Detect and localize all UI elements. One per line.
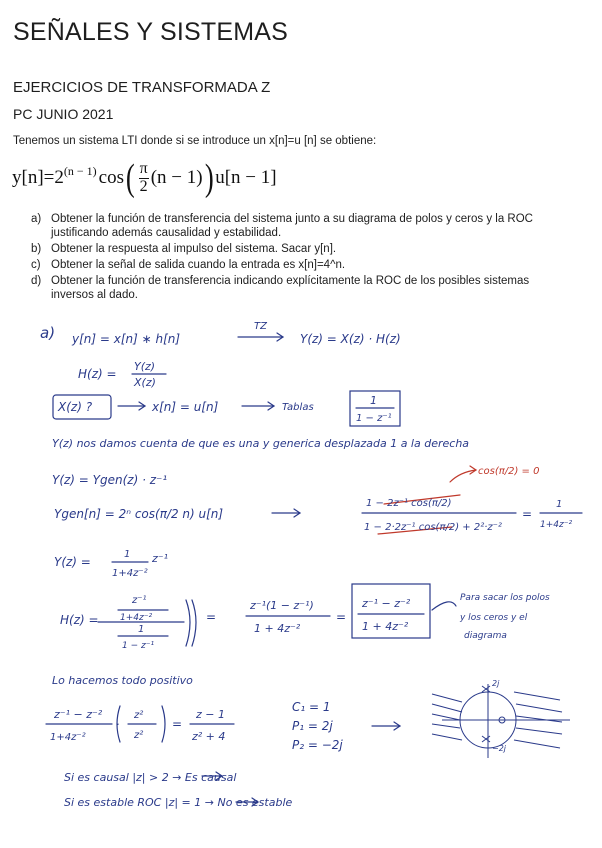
hw-tablas: Tablas	[282, 402, 314, 413]
hw-y-shift: Y(z) = Ygen(z) · z⁻¹	[52, 473, 168, 487]
question-letter: b)	[31, 243, 42, 255]
hw-ygen-num: 1 − 2z⁻¹ cos(π/2)	[366, 498, 452, 509]
formula-lhs: y[n]=2	[12, 167, 64, 188]
hw-positive: Lo hacemos todo positivo	[52, 674, 193, 687]
hw-side-note-1: Para sacar los polos	[460, 593, 550, 603]
hw-hz-lhs: H(z) =	[60, 613, 99, 627]
question-text: Obtener la función de transferencia indicando explícitamente la ROC de los posibles sistemas inversos al dado.	[51, 275, 530, 301]
hw-stable: Si es estable ROC |z| = 1 → No es estable	[64, 796, 293, 809]
hw-pole-p2: P₂ = −2j	[292, 738, 343, 752]
hw-h-den: X(z)	[134, 376, 156, 389]
hw-ygen-res-num: 1	[556, 499, 563, 510]
hw-pos-num: z⁻¹ − z⁻²	[54, 708, 103, 721]
question-text: Obtener la señal de salida cuando la entrada es x[n]=4^n.	[51, 259, 346, 271]
section-title: EJERCICIOS DE TRANSFORMADA Z	[13, 79, 271, 96]
hw-res-den: z² + 4	[192, 730, 226, 743]
hw-tz-label: TZ	[254, 321, 267, 332]
hw-ygen-den: 1 − 2·2z⁻¹ cos(π/2) + 2²·z⁻²	[364, 522, 502, 533]
hw-yz-num: 1	[124, 549, 131, 560]
hw-mul-den: z²	[134, 730, 144, 741]
hw-x-box: X(z) ?	[58, 400, 93, 414]
formula-cos: cos	[98, 167, 124, 188]
hw-res-num: z − 1	[196, 708, 225, 721]
hw-hz-mid-num: z⁻¹(1 − z⁻¹)	[250, 599, 314, 612]
hw-mul-num: z²	[134, 710, 144, 721]
hw-x-num: 1	[370, 394, 377, 407]
hw-part-a: a)	[40, 324, 56, 342]
hw-diagram-pole-top: 2j	[492, 679, 500, 688]
hw-hz-n1: z⁻¹	[132, 595, 147, 606]
hw-side-note-3: diagrama	[464, 631, 507, 641]
hw-zero-c1: C₁ = 1	[292, 700, 331, 714]
formula-tail: u[n − 1]	[215, 167, 277, 188]
question-text: Obtener la función de transferencia del sistema junto a su diagrama de polos y ceros y la ROC justificando además causalidad y estabilidad.	[51, 213, 533, 239]
hw-hz-n2: 1+4z⁻²	[120, 613, 153, 623]
hw-hz-box-den: 1 + 4z⁻²	[362, 620, 409, 633]
hw-hz-box-num: z⁻¹ − z⁻²	[362, 597, 411, 610]
question-letter: d)	[31, 275, 42, 287]
hw-yz-den: 1+4z⁻²	[112, 568, 148, 579]
left-paren: (	[125, 157, 135, 199]
hw-hz-d1: 1	[138, 624, 145, 635]
question-letter: a)	[31, 213, 42, 225]
hw-yz-tail: z⁻¹	[152, 552, 168, 565]
hw-ygen-res-den: 1+4z⁻²	[540, 520, 573, 530]
page-title: SEÑALES Y SISTEMAS	[13, 18, 289, 46]
pi-denominator: 2	[139, 177, 148, 195]
formula-argument: (n − 1)	[150, 167, 203, 188]
hw-cos-note: cos(π/2) = 0	[478, 466, 540, 477]
hw-hz-mid-den: 1 + 4z⁻²	[254, 622, 301, 635]
hw-h-lhs: H(z) =	[78, 367, 117, 381]
hw-diagram-pole-bottom: −2j	[492, 744, 507, 753]
formula-exponent: (n − 1)	[63, 163, 97, 178]
hw-equals: =	[522, 507, 533, 521]
exam-label: PC JUNIO 2021	[13, 106, 114, 122]
hw-dot: ·	[116, 718, 120, 731]
hw-h-num: Y(z)	[134, 360, 156, 373]
hw-note: Y(z) nos damos cuenta de que es una y generica desplazada 1 a la derecha	[52, 437, 470, 450]
hw-causal: Si es causal |z| > 2 → Es causal	[64, 771, 237, 784]
hw-x-time: x[n] = u[n]	[152, 400, 219, 414]
hw-ygen: Ygen[n] = 2ⁿ cos(π/2 n) u[n]	[54, 507, 224, 521]
hw-eq-3: =	[172, 717, 183, 731]
hw-eq-2: =	[336, 610, 347, 624]
hw-hz-d2: 1 − z⁻¹	[122, 641, 155, 651]
question-text: Obtener la respuesta al impulso del sistema. Sacar y[n].	[51, 243, 337, 255]
hw-eq-1: =	[206, 610, 217, 624]
hw-x-den: 1 − z⁻¹	[356, 413, 392, 424]
hw-convolution: y[n] = x[n] ∗ h[n]	[72, 332, 181, 346]
hw-pos-den: 1+4z⁻²	[50, 732, 86, 743]
right-paren: )	[204, 157, 214, 199]
pi-numerator: π	[139, 159, 148, 177]
hw-product: Y(z) = X(z) · H(z)	[300, 332, 401, 346]
problem-intro: Tenemos un sistema LTI donde si se introduce un x[n]=u [n] se obtiene:	[13, 135, 377, 147]
hw-side-note-2: y los ceros y el	[460, 613, 528, 623]
hw-yz-lhs: Y(z) =	[54, 555, 91, 569]
question-letter: c)	[31, 259, 41, 271]
hw-pole-p1: P₁ = 2j	[292, 719, 333, 733]
